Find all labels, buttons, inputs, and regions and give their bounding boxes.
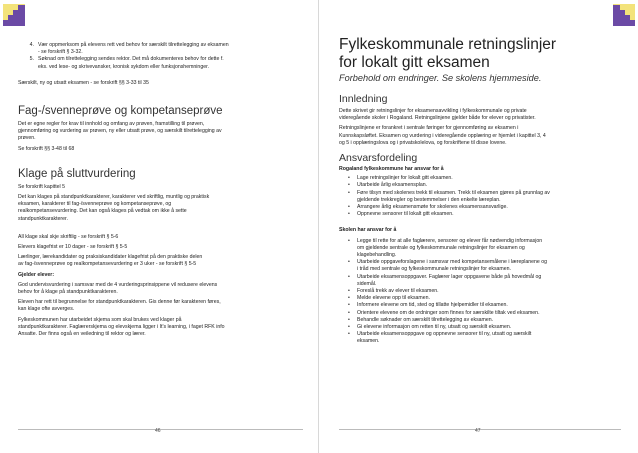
school-responsibility-label: Skolen har ansvar for å: [339, 227, 397, 234]
bullet-line: • Utarbeide årlig eksamensplan.: [357, 182, 428, 189]
apprentice-line: av fag-/svenneprøve og realkompetansevurdering er 3 uker - se forskrift § 5-5: [18, 261, 197, 268]
section-body-appeal: [18, 194, 303, 223]
bullet-line: • Foreslå trekk av elever til eksamen.: [357, 288, 439, 295]
bullet-item: [357, 204, 621, 211]
body-line: realkompetansevurdering. Det kan også klages på vedtak om ikke å sette: [18, 208, 187, 215]
right-content: [339, 36, 621, 346]
document-title-line: for lokalt gitt eksamen: [339, 54, 490, 71]
applies-label: Gjelder elever:: [18, 271, 55, 278]
bullet-line: • Oppnevne sensorer til lokalt gitt eksamen.: [357, 211, 454, 218]
list-text-line: Vær oppmerksom på elevens rett ved behov for særskilt tilrettelegging av eksamen: [38, 42, 229, 48]
intro-line: videregående skoler i Rogaland. Retningslinjene gjelder både for elever og privatister.: [339, 115, 536, 122]
apprentice-line: Lærlinger, lærekandidater og praksiskandidater klagefrist på den praktiske delen: [18, 254, 203, 261]
page-number: 46: [155, 428, 161, 434]
bullet-line: • Melde elevene opp til eksamen.: [357, 295, 430, 302]
county-responsibility-label: Rogaland fylkeskommune har ansvar for å: [339, 166, 444, 173]
section-heading-trade-test: Fag-/svenneprøve og kompetanseprøve: [18, 105, 223, 118]
body-line: prøven.: [18, 135, 36, 142]
right-page: [319, 0, 638, 453]
written-appeal-note: All klage skal skje skriftlig - se forskrift § 5-6: [18, 233, 119, 240]
bullet-line: gjeldende trekkregler og bestemmelser i den enkelte læreplan.: [357, 196, 501, 203]
bullet-line: • Gi elevene informasjon om retten til ny, utsatt og særskilt eksamen.: [357, 324, 512, 331]
list-number: 5.: [29, 56, 34, 63]
section-reference: Se forskrift §§ 3-48 til 68: [18, 145, 75, 152]
body-line: eksamen, karakterer til fag-/svenneprøve og kompetanseprøve, og: [18, 201, 172, 208]
grade-line: Eleven har rett til begrunnelse for standpunktkarakteren. Gis denne før karakteren føres,: [18, 299, 221, 306]
bullet-line: • Behandle søknader om særskilt tilrettelegging av eksamen.: [357, 316, 494, 323]
applies-line: God undervisvurdering i samsvar med de 4 vurderingsprinsippene vil redusere elevens: [18, 281, 218, 288]
bullet-line: • Informere elevene om tid, sted og tillatte hjelpemidler til eksamen.: [357, 302, 508, 309]
bullet-line: sidemål.: [357, 280, 377, 287]
section-body-trade-test: [18, 121, 303, 143]
bullet-line: • Utarbeide eksamensoppgaver. Faglærer lager oppgavene både på hovedmål og: [357, 273, 542, 280]
bullet-line: om gjeldende sentrale og fylkeskommunale retningslinjer for eksamen og: [357, 244, 525, 251]
document-subtitle: Forbehold om endringer. Se skolens hjemmeside.: [339, 73, 542, 83]
bullet-line: • Arrangere årlig eksamensmøte for skolenes eksamensansvarlige.: [357, 204, 508, 211]
bullet-item: [357, 211, 621, 218]
deadline-note: Elevers klagefrist er 10 dager - se forskrift § 5-5: [18, 244, 128, 251]
section-heading-responsibility: Ansvarsfordeling: [339, 152, 418, 165]
left-content: [18, 42, 303, 338]
stair-step-corner-icon: [3, 4, 25, 26]
bullet-item: [357, 259, 621, 273]
page-number: 47: [475, 428, 481, 434]
body-line: gjennomføring og vurdering av prøven, ny eller utsatt prøve, og særskilt tilrettelegging av: [18, 128, 222, 135]
bullet-line: • Føre tilsyn med skolenes trekk til eksamen. Trekk til eksamen gjøres på grunnlag av: [357, 189, 550, 196]
section-heading-appeal: Klage på sluttvurdering: [18, 167, 136, 180]
county-line: Fylkeskommunen har utarbeidet skjema som skal brukes ved klager på: [18, 316, 182, 323]
county-line: Ansatte. Der finns også en veiledning til rektor og lærer.: [18, 331, 146, 338]
bullet-item: [357, 324, 621, 331]
county-line: standpunktkarakterer. Faglærerskjema og elevskjema ligger i It's learning, i faget RFK info: [18, 323, 225, 330]
special-exam-note: Særskilt, ny og utsatt eksamen - se forskrift §§ 3-33 til 35: [18, 79, 149, 86]
list-number: 4.: [29, 42, 34, 48]
bullet-line: • Legge til rette for at alle faglærere, sensorer og elever får nødvendig informasjon: [357, 237, 543, 244]
body-line: Det er egne regler for krav til innhold og omfang av prøven, framstilling til prøven,: [18, 121, 205, 128]
numbered-list: [18, 42, 303, 71]
legal-line: Kunnskapsløftet. Eksamen og vurdering i videregående opplæring er hjemlet i kapittel 3, 4: [339, 132, 546, 139]
bullet-line: • Orientere elevene om de ordninger som finnes for særskilte tiltak ved eksamen.: [357, 309, 540, 316]
bullet-item: [357, 288, 621, 295]
bullet-item: [357, 182, 621, 189]
bullet-item: [357, 317, 621, 324]
bullet-item: [357, 238, 621, 260]
bullet-line: • Utarbeide eksamensoppgave og oppnevne sensorer til ny, utsatt og særskilt: [357, 331, 532, 338]
bullet-line: klagebehandling.: [357, 252, 397, 259]
document-title-line: Fylkeskommunale retningslinjer: [339, 36, 557, 53]
list-text: [38, 56, 224, 70]
bullet-item: [357, 310, 621, 317]
list-text: [38, 42, 229, 56]
body-line: Det kan klages på standpunktkarakterer, karakterer ved skriftlig, muntlig og praktisk: [18, 194, 210, 201]
body-line: standpunktkarakterer.: [18, 215, 68, 222]
list-text-line: Søknad om tilrettelegging sendes rektor. Det må dokumenteres behov for dette f.: [38, 56, 224, 63]
intro-line: Dette skrivet gir retningslinjer for eksamensavvikling i fylkeskommunale og private: [339, 108, 527, 114]
county-responsibility-list: [339, 175, 621, 218]
list-text-line: eks. ved lese- og skrivevansker, kronisk sykdom eller funksjonshemninger.: [38, 63, 209, 70]
section-reference: Se forskrift kapittel 5: [18, 183, 65, 190]
bullet-item: [357, 274, 621, 288]
bullet-line: • Utarbeide oppgaveforslagene i samsvar med kompetansemålene i læreplanene og: [357, 259, 548, 266]
bullet-item: [357, 190, 621, 204]
section-heading-intro: Innledning: [339, 93, 388, 105]
bullet-item: [357, 302, 621, 309]
bullet-item: [357, 331, 621, 345]
applies-line: behov for å klage på standpunktkarakteren.: [18, 289, 118, 296]
legal-line: Retningslinjene er forankret i sentrale føringer for gjennomføring av eksamen i: [339, 125, 519, 132]
bullet-item: [357, 295, 621, 302]
grade-line: kan klage ofte avverges.: [18, 306, 75, 313]
legal-line: og 5 i opplæringslova og i privatskolelova, og forskriftene til disse lovene.: [339, 139, 507, 146]
bullet-line: • Lage retningslinjer for lokalt gitt eksamen.: [357, 175, 453, 182]
numbered-list-item: [18, 42, 303, 56]
school-responsibility-list: [339, 238, 621, 346]
bullet-line: eksamen.: [357, 338, 380, 345]
stair-step-corner-icon: [613, 4, 635, 26]
numbered-list-item: [18, 56, 303, 70]
bullet-line: i tråd med sentrale og fylkeskommunale retningslinjer for eksamen.: [357, 266, 511, 273]
list-text-line: - se forskrift § 3-32.: [38, 49, 83, 56]
